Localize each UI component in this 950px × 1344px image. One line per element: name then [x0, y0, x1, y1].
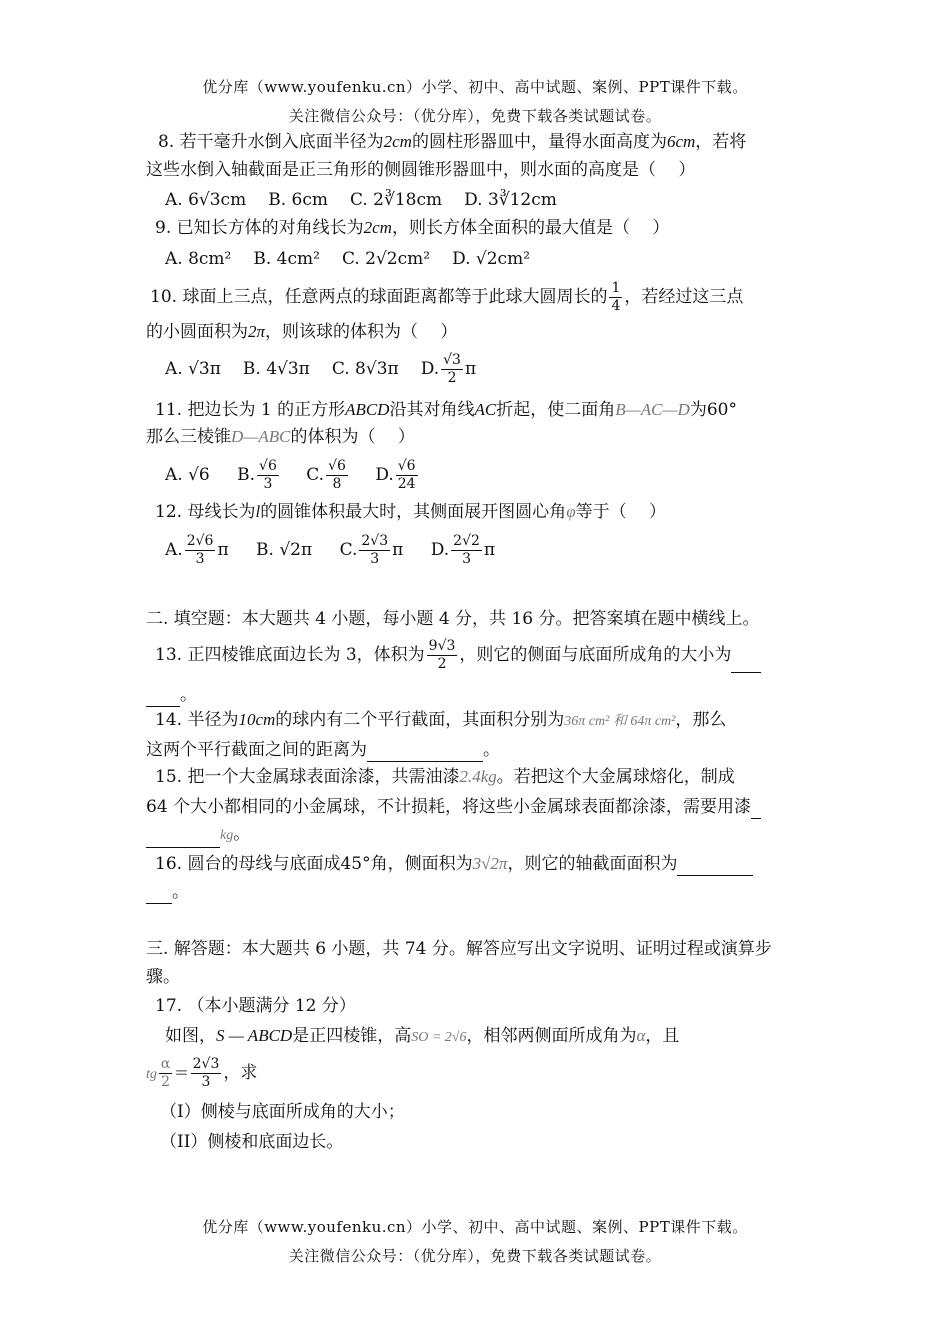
q14-text-a: 14. 半径为: [155, 710, 239, 730]
q13-text-b: ，则它的侧面与底面所成角的大小为: [459, 645, 732, 665]
q10-text-a: 10. 球面上三点，任意两点的球面距离都等于此球大圆周长的: [150, 287, 608, 307]
q17-fraction-1: [159, 1056, 172, 1091]
q14-text-d: 这两个平行截面之间的距离为: [146, 740, 367, 760]
q11-option-b-den: 3: [263, 476, 273, 492]
question-17-line-1: [165, 1024, 679, 1050]
q9-diagonal: 2cm: [363, 218, 392, 237]
q11-text-d: 为: [689, 400, 707, 420]
q14-radius: 10cm: [238, 710, 276, 729]
q15-text-c: 64 个大小都相同的小金属球，不计损耗，将这些小金属球表面都涂漆，需要用漆: [146, 797, 752, 817]
q11-option-c-num: √6: [328, 458, 346, 474]
q11-option-b-num: √6: [259, 458, 277, 474]
question-15-line-1: [155, 765, 735, 789]
q12-text-b: 的圆锥体积最大时，其侧面展开图圆心角: [260, 502, 567, 522]
question-17-part-1: （I）侧棱与底面所成角的大小；: [160, 1102, 405, 1122]
q11-text-e: 那么三棱锥: [146, 427, 231, 447]
section-3-heading-line-1: 三. 解答题：本大题共 6 小题，共 74 分。解答应写出文字说明、证明过程或演算步: [146, 939, 772, 959]
q15-tail: 。: [233, 824, 251, 844]
q14-areas: 36π cm² 和 64π cm²: [564, 714, 676, 729]
question-13-line-1: [155, 638, 761, 673]
q13-answer-blank-2[interactable]: [146, 688, 180, 707]
q9-option-d: D. √2cm²: [452, 249, 531, 269]
q9-text-a: 9. 已知长方体的对角线长为: [155, 218, 364, 238]
q8-text-a: 8. 若干毫升水倒入底面半径为: [158, 132, 384, 152]
question-13-line-2: [146, 683, 197, 707]
q17-text-a: 如图，: [165, 1026, 216, 1046]
q16-text-a: 16. 圆台的母线与底面成: [155, 854, 341, 874]
q11-option-a: A. √6: [165, 465, 210, 485]
question-14-line-1: [155, 708, 726, 734]
q11-option-d-num: √6: [397, 458, 416, 474]
q11-angle: 60°: [706, 400, 737, 420]
q13-frac-num: 9√3: [428, 638, 456, 654]
q11-option-d-fraction: [396, 458, 418, 493]
q10-text-d: ，则该球的体积为（ ）: [265, 322, 458, 342]
q8-option-c: C. 2∛18cm: [349, 190, 443, 210]
q11-option-b-label: B.: [237, 465, 256, 485]
q11-option-c-den: 8: [332, 476, 342, 492]
q17-text-d: ，且: [645, 1026, 680, 1046]
q13-tail: 。: [180, 685, 197, 705]
q13-fraction: [427, 638, 458, 673]
q8-radius: 2cm: [383, 132, 412, 151]
question-16-line-2: [146, 880, 189, 904]
q16-text-c: ，则它的轴截面面积为: [507, 854, 678, 874]
q10-frac-num: 1: [611, 280, 621, 296]
q10-fraction: [609, 280, 622, 315]
q11-option-c-fraction: [326, 458, 348, 493]
q10-option-d-fraction: [441, 352, 463, 387]
footer-line-1: 优分库（www.youfenku.cn）小学、初中、高中试题、案例、PPT课件下载。: [202, 1218, 748, 1236]
q12-option-c-fraction: [359, 533, 390, 568]
q11-text-f: 的体积为（ ）: [290, 427, 415, 447]
q17-frac-1-den: 2: [161, 1074, 171, 1090]
question-10-line-2: [146, 320, 457, 344]
header-line-1: 优分库（www.youfenku.cn）小学、初中、高中试题、案例、PPT课件下载。: [202, 78, 748, 96]
section-2-heading: 二. 填空题：本大题共 4 小题，每小题 4 分，共 16 分。把答案填在题中横线上。: [146, 609, 760, 629]
question-14-line-2: [146, 738, 500, 762]
q10-text-b: ，若经过这三点: [624, 287, 744, 307]
question-9-line-1: [155, 216, 669, 240]
question-11-line-1: [155, 398, 737, 422]
header-line-2: 关注微信公众号：（优分库），免费下载各类试题试卷。: [288, 107, 662, 125]
q11-square: ABCD: [345, 400, 390, 419]
question-12-options: [165, 533, 495, 568]
q17-frac-2-den: 3: [201, 1074, 211, 1090]
q12-option-b: B. √2π: [256, 540, 313, 560]
q12-option-c-num: 2√3: [361, 533, 389, 549]
q17-height: SO = 2√6: [411, 1030, 467, 1045]
q15-text-b: 。若把这个大金属球熔化，制成: [496, 767, 735, 787]
q17-alpha: α: [636, 1026, 646, 1045]
question-15-line-3: [146, 822, 250, 848]
q10-option-d-label: D.: [420, 359, 440, 379]
q15-text-a: 15. 把一个大金属球表面涂漆，共需油漆: [155, 767, 460, 787]
q17-equals: =: [174, 1063, 189, 1083]
q11-option-d-den: 24: [397, 476, 416, 492]
q17-frac-2-num: 2√3: [192, 1056, 220, 1072]
q12-text-c: 等于（ ）: [575, 502, 666, 522]
q13-text-a: 13. 正四棱锥底面边长为 3，体积为: [155, 645, 425, 665]
q17-tg: tg: [146, 1067, 157, 1082]
q16-answer-blank-2[interactable]: [146, 885, 172, 904]
q12-text-a: 12. 母线长为: [155, 502, 256, 522]
q10-option-b: B. 4√3π: [242, 359, 310, 379]
question-12-line-1: [155, 500, 666, 524]
q12-option-d-den: 3: [462, 551, 471, 567]
question-9-options: [165, 247, 552, 271]
q17-text-e: ，求: [223, 1063, 258, 1083]
q15-answer-blank-2[interactable]: [146, 829, 220, 848]
q10-option-d-tail: π: [464, 359, 477, 379]
q10-frac-den: 4: [611, 298, 621, 314]
q12-option-a-tail: π: [217, 540, 229, 560]
q15-unit: kg: [220, 828, 234, 843]
q10-area: 2π: [248, 322, 266, 341]
q14-text-c: ，那么: [675, 710, 727, 730]
q16-answer-blank-1[interactable]: [677, 857, 753, 876]
q17-frac-1-num: α: [160, 1056, 171, 1072]
q14-text-b: 的球内有二个平行截面，其面积分别为: [275, 710, 565, 730]
q12-option-d-label: D.: [430, 540, 450, 560]
q12-option-c-label: C.: [339, 540, 358, 560]
q15-paint: 2.4kg: [459, 767, 497, 786]
question-11-options: [165, 458, 420, 493]
question-10-line-1: [150, 280, 743, 315]
q9-text-b: ，则长方体全面积的最大值是（ ）: [391, 218, 670, 238]
q14-tail: 。: [483, 740, 500, 760]
q16-angle: 45°: [340, 854, 371, 874]
q10-text-c: 的小圆面积为: [146, 322, 248, 342]
q12-angle: φ: [566, 502, 576, 521]
question-8-options: [165, 188, 579, 212]
q12-option-a-num: 2√6: [186, 533, 214, 549]
q11-option-c-label: C.: [306, 465, 325, 485]
section-3-heading-line-2: 骤。: [146, 967, 180, 987]
q8-text-b: 的圆柱形器皿中，量得水面高度为: [411, 132, 667, 152]
q12-option-c-tail: π: [392, 540, 404, 560]
q16-tail: 。: [172, 882, 189, 902]
q12-option-a-fraction: [185, 533, 216, 568]
q9-option-c: C. 2√2cm²: [341, 249, 431, 269]
q17-pyramid: S — ABCD: [216, 1026, 293, 1045]
q15-answer-blank-1[interactable]: [751, 800, 761, 819]
q10-option-c: C. 8√3π: [331, 359, 399, 379]
question-15-line-2: [146, 795, 761, 819]
question-17-part-2: （II）侧棱和底面边长。: [160, 1132, 344, 1152]
q11-text-c: 折起，使二面角: [496, 400, 616, 420]
q12-option-a-label: A.: [165, 540, 183, 560]
q12-option-d-fraction: [451, 533, 482, 568]
footer-line-2: 关注微信公众号：（优分库），免费下载各类试题试卷。: [288, 1247, 662, 1265]
q8-option-b: B. 6cm: [268, 190, 328, 210]
q12-option-d-num: 2√2: [453, 533, 480, 549]
question-8-line-2: 这些水倒入轴截面是正三角形的侧圆锥形器皿中，则水面的高度是（ ）: [146, 160, 696, 180]
q16-lateral-area: 3√2π: [472, 854, 508, 873]
q11-text-a: 11. 把边长为 1 的正方形: [155, 400, 346, 420]
q12-option-d-tail: π: [483, 540, 496, 560]
q8-text-c: ，若将: [695, 132, 747, 152]
q9-option-a: A. 8cm²: [165, 249, 232, 269]
q11-diagonal: AC: [474, 400, 497, 419]
q10-option-d-den: 2: [447, 370, 457, 386]
q11-option-b-fraction: [257, 458, 279, 493]
q13-frac-den: 2: [437, 656, 447, 672]
q13-answer-blank-1[interactable]: [731, 654, 761, 673]
question-17-title: 17. （本小题满分 12 分）: [155, 996, 356, 1016]
q17-fraction-2: [191, 1056, 222, 1091]
question-10-options: [165, 352, 476, 387]
q8-option-a: A. 6√3cm: [165, 190, 247, 210]
q17-text-b: 是正四棱锥，高: [292, 1026, 412, 1046]
q11-dihedral: B—AC—D: [615, 400, 690, 419]
question-8-line-1: [158, 130, 746, 154]
question-17-line-2: [146, 1056, 257, 1091]
q8-height: 6cm: [666, 132, 696, 151]
q17-text-c: ，相邻两侧面所成角为: [466, 1026, 637, 1046]
question-11-line-2: [146, 425, 415, 449]
q14-answer-blank[interactable]: [367, 743, 483, 762]
q10-option-d-num: √3: [443, 352, 461, 368]
q12-option-a-den: 3: [195, 551, 205, 567]
question-16-line-1: [155, 852, 753, 876]
q9-option-b: B. 4cm²: [253, 249, 320, 269]
q10-option-a: A. √3π: [165, 359, 221, 379]
q12-slant: l: [255, 502, 261, 521]
q12-option-c-den: 3: [370, 551, 380, 567]
q16-text-b: 角，侧面积为: [370, 854, 473, 874]
q8-option-d: D. 3∛12cm: [464, 190, 557, 210]
q11-option-d-label: D.: [375, 465, 394, 485]
q11-text-b: 沿其对角线: [389, 400, 475, 420]
q11-pyramid: D—ABC: [231, 427, 291, 446]
